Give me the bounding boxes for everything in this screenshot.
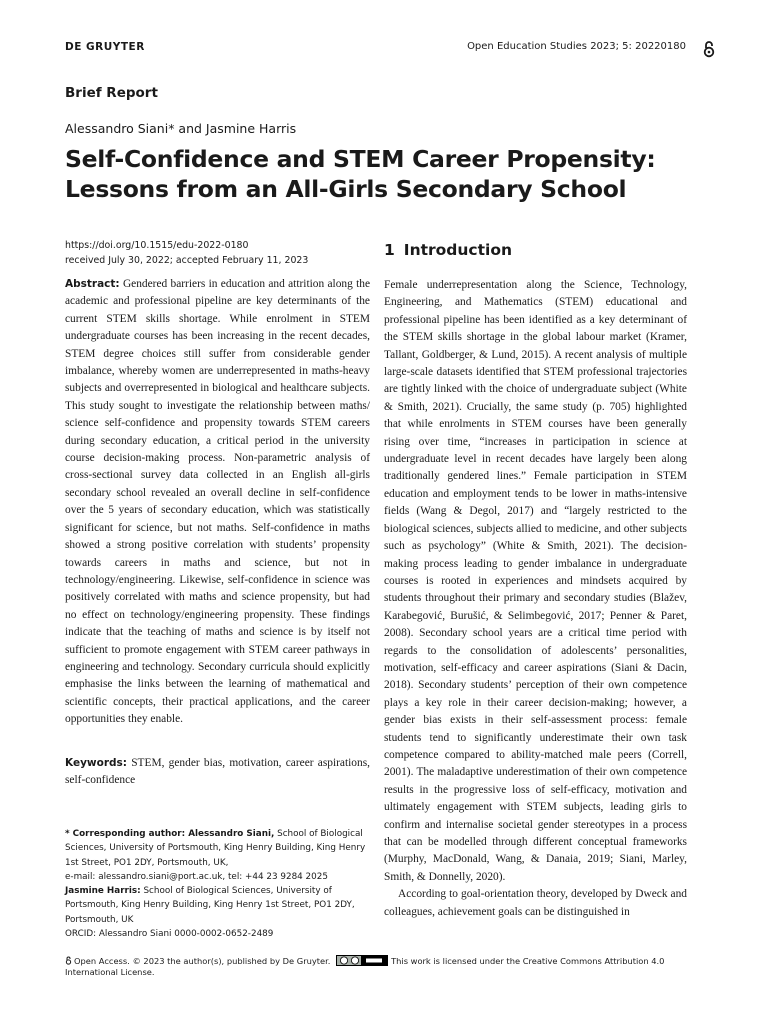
article-type: Brief Report [65, 85, 158, 101]
open-access-icon [702, 40, 716, 58]
coauthor-affiliation: School of Biological Sciences, University of Portsmouth, King Henry Building, King Henry 1st Street, PO1 2DY, Portsmouth, UK [65, 886, 355, 925]
section-body [384, 277, 687, 921]
body-paragraph-2: According to goal-orientation theory, developed by Dweck and colleagues, achievement goals can be distinguished in [384, 888, 687, 918]
coauthor-label: Jasmine Harris: [65, 886, 141, 897]
title-line-2: Lessons from an All-Girls Secondary School [65, 175, 627, 203]
keywords [65, 755, 370, 790]
keywords-text: STEM, gender bias, motivation, career aspirations, self-confidence [65, 757, 370, 787]
section-number: 1 [384, 241, 395, 259]
article-metadata [65, 238, 308, 268]
body-paragraph-1: Female underrepresentation along the Science, Technology, Engineering, and Mathematics (STEM) educational and professional pipeline has been identified as a key determinant of the STEM skills shortage in the global labour market (Kramer, Tallant, Goldberger, & Lund, 2015). A recent analysis of multiple large-scale datasets identified that STEM professional trajectories are tightly linked with the choice of undergraduate subject (White & Smith, 2021). Crucially, the same study (p. 705) highlighted that while enrolments in STEM courses have been generally rising over time, “increases in participation in science at undergraduate level in recent decades have largely been along traditionally gendered lines.” Female participation in STEM education and employment tends to be lower in maths-intensive fields (Wang & Degol, 2017) and “largely restricted to the biological sciences, subjects allied to medicine, and other subjects such as psychology” (White & Smith, 2021). The decision-making process leading to gender imbalance in undergraduate courses is rooted in experiences and mindsets acquired by students throughout their primary and secondary studies (Blažev, Karabegović, Burušić, & Selimbegović, 2017; Penner & Paret, 2008). Secondary school years are a critical time period with regards to the consolidation of adolescents’ personalities, motivation, self-efficacy and career aspirations (Siani & Dacin, 2018). Secondary students’ perception of their own competence plays a key role in their career decision-making; however, a gender bias exists in their self-assessment process: female students tend to significantly underestimate their own task competence compared to ability-matched male peers (Correll, 2001). The maladaptive underestimation of their own competence results in the progressive loss of self-efficacy, motivation and ultimately engagement with STEM subjects, leading girls to confirm and internalise societal gender stereotypes in a process that can be modelled through different conceptual frameworks (Murphy, MacDonald, Wang, & Danaia, 2019; Siani, Marley, Smith, & Donnelly, 2020). [384, 279, 687, 883]
author-footnote [65, 827, 370, 941]
license-notice [65, 955, 715, 978]
abstract-text: Gendered barriers in education and attrition along the academic and professional pipeline are key determinants of the current STEM skills shortage. While enrolment in STEM undergraduate courses has been increasing in the recent decades, STEM degree choices still suffer from considerable gender imbalance, whereby women are underrepresented in maths-heavy subjects and overrepresented in biological and healthcare subjects. This study sought to investigate the relationship between maths/ science self-confidence and propensity towards STEM careers during secondary education, a critical period in the university course decision-making process. Non-parametric analysis of cross-sectional survey data collected in an English all-girls secondary school revealed an overall decline in self-confidence over the 5 years of secondary education, which was statistically significant for science, but not maths. Self-confidence in maths showed a strong positive correlation with students’ propensity towards careers in maths and science, but not in technology/engineering. Likewise, self-confidence in science was positively correlated with maths and science propensity, but had no effect on technology/engineering propensity. These findings indicate that the teaching of maths and science is by itself not sufficient to promote engagement with STEM career pathways in engineering and technology. Secondary curricula should explicitly emphasise the links between the learning of mathematical and scientific concepts, their practical applications, and the career opportunities they enable. [65, 278, 370, 726]
license-text-part2: This work is licensed under the Creative Commons Attribution 4.0 International License. [65, 956, 665, 977]
orcid: ORCID: Alessandro Siani 0000-0002-0652-2489 [65, 929, 274, 940]
doi-link[interactable]: https://doi.org/10.1515/edu-2022-0180 [65, 240, 249, 251]
section-heading [384, 241, 512, 259]
abstract-label: Abstract: [65, 278, 120, 290]
keywords-label: Keywords: [65, 757, 127, 769]
license-text-part1: Open Access. © 2023 the author(s), published by De Gruyter. [74, 956, 331, 966]
author-list: Alessandro Siani* and Jasmine Harris [65, 121, 297, 136]
corresponding-author-affiliation: School of Biological Sciences, University of Portsmouth, King Henry Building, King Henry 1st Street, PO1 2DY, Portsmouth, UK, [65, 829, 366, 868]
open-access-small-icon [65, 956, 72, 965]
corresponding-author-label: * Corresponding author: Alessandro Siani, [65, 829, 275, 839]
section-title: Introduction [403, 241, 513, 259]
cc-by-icon [336, 955, 388, 966]
title-line-1: Self-Confidence and STEM Career Propensity: [65, 145, 656, 173]
article-dates: received July 30, 2022; accepted February 11, 2023 [65, 255, 309, 266]
publisher-name: DE GRUYTER [65, 41, 145, 53]
journal-info: Open Education Studies 2023; 5: 20220180 [467, 41, 686, 52]
corresponding-author-email[interactable]: e-mail: alessandro.siani@port.ac.uk, tel: +44 23 9284 2025 [65, 871, 328, 882]
abstract [65, 276, 370, 729]
article-title [65, 144, 715, 204]
